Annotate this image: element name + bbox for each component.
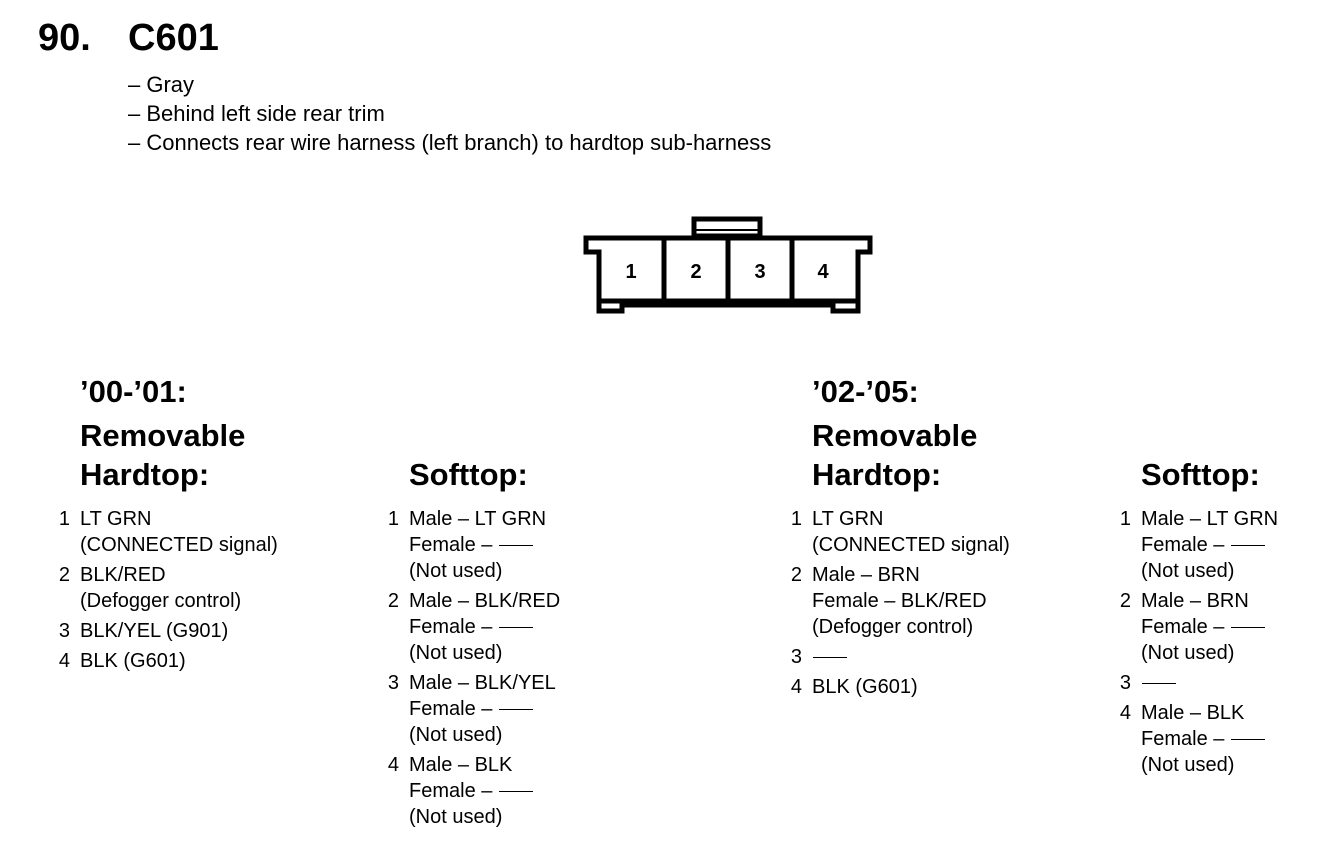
pin-wire-line	[80, 588, 278, 614]
pin-wire-text: LT GRN	[80, 508, 152, 530]
pin-wire-line	[409, 532, 560, 558]
unused-dash	[499, 709, 533, 710]
pin-number: 1	[1119, 508, 1131, 530]
pin-wire-line	[409, 640, 560, 666]
pin-wire-text: Female –	[409, 534, 498, 556]
connector-lock-tab	[694, 219, 760, 236]
pin-wire-text: Female –	[409, 780, 498, 802]
pin-wire-line	[409, 696, 560, 722]
pin-wire-text: (Not used)	[409, 642, 503, 664]
pin-wire-text: BLK (G601)	[812, 676, 918, 698]
softtop-title-02-05: Softtop:	[1141, 457, 1260, 492]
pin-wire-line	[409, 506, 560, 532]
unused-dash	[499, 791, 533, 792]
pin-wire-line	[80, 562, 278, 588]
pin-wire-line	[409, 670, 560, 696]
pin-entry	[387, 588, 561, 666]
pin-wire-text: Female –	[409, 616, 498, 638]
pin-wire-line	[80, 506, 278, 532]
pin-wire-text: BLK/RED	[80, 564, 166, 586]
description-line-color: – Gray	[128, 72, 195, 97]
pin-wire-line	[1141, 558, 1278, 584]
pin-entry	[58, 648, 278, 674]
pin-wire-text: (Defogger control)	[812, 616, 974, 638]
pin-wire-line	[1141, 614, 1278, 640]
pin-wire-text: (Not used)	[1141, 754, 1235, 776]
pin-wire-line	[812, 674, 1010, 700]
pin-wire-text: Male – BRN	[812, 564, 920, 586]
pin-list-00-01-softtop	[387, 506, 561, 834]
pin-entry	[790, 562, 1010, 640]
pin-wire-line	[80, 648, 278, 674]
pin-wire-text: Male – LT GRN	[409, 508, 547, 530]
pin-entry	[387, 506, 560, 584]
pin-number: 2	[1119, 590, 1131, 612]
pin-wire-text: Male – BLK/RED	[409, 590, 561, 612]
connector-id: C601	[128, 17, 219, 59]
unused-dash	[1231, 739, 1265, 740]
pin-wire-text: Female –	[409, 698, 498, 720]
year-label-00-01: ’00-’01:	[80, 374, 187, 409]
softtop-title-00-01: Softtop:	[409, 457, 528, 492]
pin-wire-line	[812, 588, 1010, 614]
pin-wire-text: BLK/YEL (G901)	[80, 620, 229, 642]
pin-wire-text: (Not used)	[1141, 642, 1235, 664]
pin-entry	[1119, 506, 1279, 584]
pin-entry	[1119, 670, 1278, 696]
pin-wire-line	[812, 532, 1010, 558]
connector-pin-4: 4	[817, 261, 829, 283]
connector-pin-1: 1	[625, 261, 637, 283]
pin-wire-line	[1141, 670, 1278, 696]
pin-wire-line	[409, 558, 560, 584]
hardtop-title-02-05-line2: Hardtop:	[812, 457, 942, 492]
unused-dash	[499, 545, 533, 546]
pin-wire-text: LT GRN	[812, 508, 884, 530]
pin-wire-text: (CONNECTED signal)	[812, 534, 1010, 556]
pin-number: 1	[387, 508, 399, 530]
unused-dash	[1142, 683, 1176, 684]
pin-wire-text: Female – BLK/RED	[812, 590, 987, 612]
pin-entry	[1119, 588, 1278, 666]
pin-wire-text: Female –	[1141, 616, 1230, 638]
pin-number: 4	[387, 754, 399, 776]
pin-number: 3	[790, 646, 802, 668]
pin-number: 2	[387, 590, 399, 612]
pin-wire-line	[409, 588, 560, 614]
hardtop-title-02-05-line1: Removable	[812, 418, 978, 453]
pin-number: 2	[790, 564, 802, 586]
connector-pin-2: 2	[690, 261, 702, 283]
pin-wire-text: Male – BRN	[1141, 590, 1249, 612]
pin-number: 4	[790, 676, 802, 698]
pin-number: 4	[58, 650, 70, 672]
pin-wire-text: (Not used)	[409, 806, 503, 828]
pin-wire-line	[1141, 752, 1278, 778]
unused-dash	[1231, 545, 1265, 546]
pin-number: 4	[1119, 702, 1131, 724]
section-number: 90.	[38, 17, 91, 59]
pin-wire-text: Male – BLK	[1141, 702, 1245, 724]
pin-entry	[58, 562, 278, 614]
pin-wire-line	[1141, 640, 1278, 666]
year-label-02-05: ’02-’05:	[812, 374, 919, 409]
pin-number: 3	[1119, 672, 1131, 694]
unused-dash	[813, 657, 847, 658]
pin-wire-text: (Defogger control)	[80, 590, 242, 612]
description-line-connects: – Connects rear wire harness (left branch) to hardtop sub-harness	[128, 130, 772, 155]
pin-list-02-05-hardtop	[790, 506, 1010, 704]
pin-entry	[58, 506, 278, 558]
hardtop-title-00-01-line2: Hardtop:	[80, 457, 210, 492]
pin-wire-text: (CONNECTED signal)	[80, 534, 278, 556]
pin-wire-line	[80, 532, 278, 558]
description-line-location: – Behind left side rear trim	[128, 101, 385, 126]
pin-wire-line	[409, 752, 560, 778]
pin-wire-line	[812, 614, 1010, 640]
pin-wire-line	[409, 614, 560, 640]
pin-wire-line	[1141, 726, 1278, 752]
pin-wire-text: BLK (G601)	[80, 650, 186, 672]
pin-entry	[387, 670, 560, 748]
pin-entry	[387, 752, 560, 830]
pin-wire-text: (Not used)	[1141, 560, 1235, 582]
hardtop-title-00-01-line1: Removable	[80, 418, 246, 453]
pin-number: 2	[58, 564, 70, 586]
unused-dash	[499, 627, 533, 628]
pin-entry	[790, 506, 1010, 558]
pin-entry	[58, 618, 278, 644]
pin-wire-text: (Not used)	[409, 560, 503, 582]
pin-number: 3	[58, 620, 70, 642]
connector-pin-3: 3	[754, 261, 766, 283]
pin-wire-text: Female –	[1141, 728, 1230, 750]
pin-wire-line	[1141, 700, 1278, 726]
connector-description	[128, 70, 771, 157]
pin-wire-line	[1141, 588, 1278, 614]
pin-number: 1	[58, 508, 70, 530]
pin-wire-text: Male – BLK	[409, 754, 513, 776]
pin-wire-line	[409, 778, 560, 804]
pin-number: 1	[790, 508, 802, 530]
pin-wire-text: Male – LT GRN	[1141, 508, 1279, 530]
pin-entry	[1119, 700, 1278, 778]
pin-wire-line	[409, 722, 560, 748]
pin-wire-text: Male – BLK/YEL	[409, 672, 556, 694]
pin-list-02-05-softtop	[1119, 506, 1279, 782]
pin-wire-text: (Not used)	[409, 724, 503, 746]
pin-wire-line	[812, 644, 1010, 670]
pin-wire-line	[409, 804, 560, 830]
pin-wire-line	[1141, 532, 1278, 558]
pin-number: 3	[387, 672, 399, 694]
pin-wire-line	[80, 618, 278, 644]
pin-list-00-01-hardtop	[58, 506, 278, 678]
pin-wire-line	[812, 506, 1010, 532]
connector-face-diagram	[583, 215, 875, 317]
pin-entry	[790, 674, 1010, 700]
pin-wire-line	[1141, 506, 1278, 532]
pin-entry	[790, 644, 1010, 670]
pin-wire-text: Female –	[1141, 534, 1230, 556]
pin-wire-line	[812, 562, 1010, 588]
unused-dash	[1231, 627, 1265, 628]
